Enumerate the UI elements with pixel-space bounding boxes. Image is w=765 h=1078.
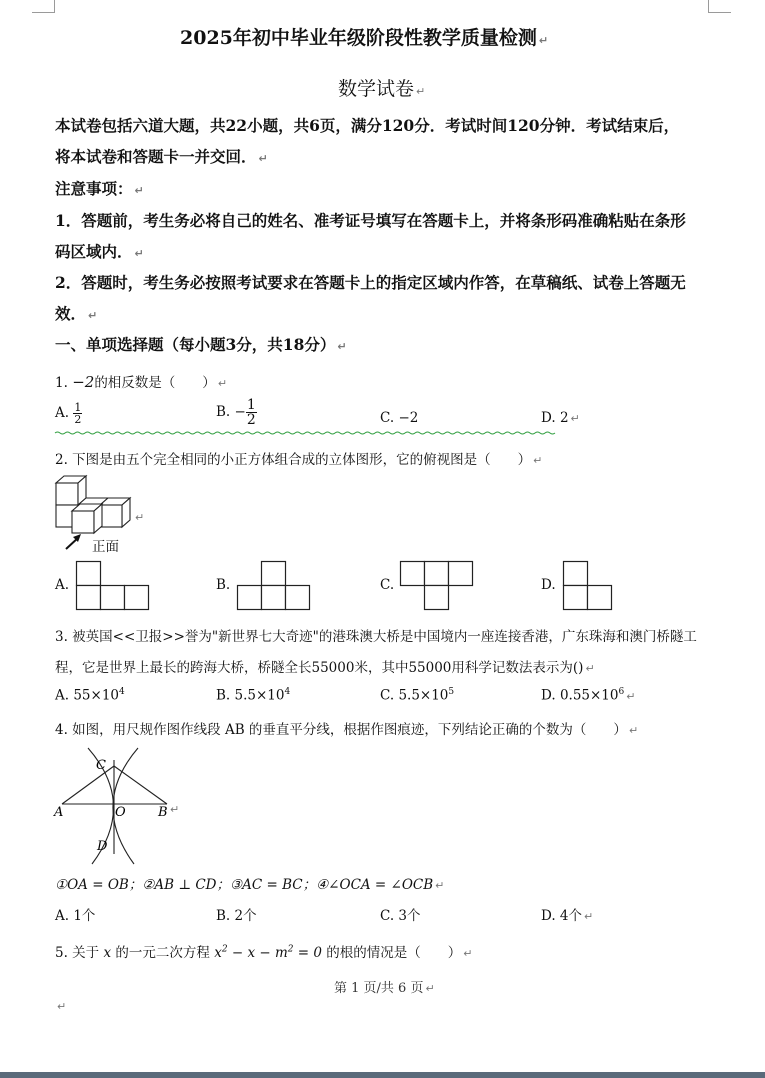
q2-option-b-figure bbox=[237, 561, 313, 611]
q4-option-b: B. 2个 bbox=[216, 908, 257, 924]
intro-line-1: 本试卷包括六道大题，共22小题，共6页，满分120分．考试时间120分钟．考试结束后， bbox=[55, 116, 680, 135]
q4-statements: ①OA = OB；②AB ⊥ CD；③AC = BC；④∠OCA = ∠OCB ↵ bbox=[55, 877, 445, 893]
q1-option-c: C. −2 bbox=[380, 410, 419, 426]
q1-option-b: B. − $\frac{1}{2}$ bbox=[216, 397, 256, 428]
notice-2-line-1: 2．答题时，考生务必按照考试要求在答题卡上的指定区域内作答，在草稿纸、试卷上答题无 bbox=[55, 273, 686, 292]
page-footer: 第 1 页/共 6 页 ↵ bbox=[334, 981, 435, 996]
question-2: 2. 下图是由五个完全相同的小正方体组合成的立体图形，它的俯视图是（ ） ↵ bbox=[55, 452, 543, 468]
point-label-d: D bbox=[97, 839, 108, 854]
q4-option-a: A. 1个 bbox=[55, 908, 96, 924]
question-3-line-2: 程，它是世界上最长的跨海大桥，桥隧全长55000米，其中55000用科学记数法表示为() ↵ bbox=[55, 660, 595, 676]
point-label-b: B bbox=[158, 805, 168, 820]
point-label-o: O bbox=[115, 805, 126, 820]
section-1-title: 一、单项选择题（每小题3分，共18分） ↵ bbox=[55, 335, 347, 354]
notice-2-line-2: 效． ↵ bbox=[55, 304, 98, 323]
paragraph-mark: ↵ bbox=[135, 511, 145, 524]
perpendicular-bisector-figure bbox=[52, 742, 182, 867]
q4-option-c: C. 3个 bbox=[380, 908, 421, 924]
q3-option-a: A. $55\times 10^4$ bbox=[55, 687, 125, 704]
q3-option-c: C. $5.5\times 10^5$ bbox=[380, 687, 455, 704]
q4-option-d: D. 4个 ↵ bbox=[541, 908, 594, 924]
corner-mark-top-left bbox=[32, 0, 55, 13]
window-bottom-bar bbox=[0, 1072, 765, 1078]
question-5: 5. 关于 x 的一元二次方程 $x^2 - x - m^2 = 0$ 的根的情况是（ ） ↵ bbox=[55, 944, 473, 961]
q2-option-c-label: C. bbox=[380, 577, 395, 593]
q2-option-b-label: B. bbox=[216, 577, 231, 593]
question-1: 1. −2的相反数是（ ） ↵ bbox=[55, 373, 228, 391]
paragraph-mark: ↵ bbox=[57, 1000, 67, 1013]
paragraph-mark: ↵ bbox=[170, 803, 180, 816]
spellcheck-wavy-underline bbox=[55, 431, 555, 435]
front-view-label: 正面 bbox=[92, 539, 119, 555]
q2-option-d-figure bbox=[563, 561, 639, 611]
question-3-line-1: 3. 被英国<<卫报>>誉为"新世界七大奇迹"的港珠澳大桥是中国境内一座连接香港，广东珠海和澳门桥隧工 bbox=[55, 629, 697, 645]
corner-mark-top-right bbox=[708, 0, 731, 13]
exam-subtitle: 数学试卷 ↵ bbox=[338, 78, 426, 100]
cube-solid-figure bbox=[52, 473, 162, 533]
front-arrow-icon bbox=[64, 533, 84, 551]
point-label-c: C bbox=[96, 758, 106, 773]
notice-1-line-1: 1．答题前，考生务必将自己的姓名、准考证号填写在答题卡上，并将条形码准确粘贴在条形 bbox=[55, 211, 686, 230]
q2-option-c-figure bbox=[400, 561, 476, 611]
point-label-a: A bbox=[54, 805, 64, 820]
notice-1-line-2: 码区域内． ↵ bbox=[55, 242, 144, 261]
question-4: 4. 如图，用尺规作图作线段 AB 的垂直平分线，根据作图痕迹，下列结论正确的个数为（ ） ↵ bbox=[55, 722, 639, 738]
intro-line-2: 将本试卷和答题卡一并交回． ↵ bbox=[55, 147, 268, 166]
q1-option-a: A. $\frac{1}{2}$ bbox=[55, 401, 82, 426]
q3-option-d: D. $0.55\times 10^6$ ↵ bbox=[541, 687, 636, 704]
q2-option-d-label: D. bbox=[541, 577, 556, 593]
q5-equation: $x^2 - x - m^2 = 0$ bbox=[214, 944, 322, 961]
q2-option-a-figure bbox=[76, 561, 152, 611]
q1-option-d: D. 2 ↵ bbox=[541, 410, 580, 426]
exam-title: 2025年初中毕业年级阶段性教学质量检测 ↵ bbox=[180, 27, 549, 49]
notice-title: 注意事项： ↵ bbox=[55, 179, 144, 198]
q3-option-b: B. $5.5\times 10^4$ bbox=[216, 687, 291, 704]
q2-option-a-label: A. bbox=[55, 577, 70, 593]
